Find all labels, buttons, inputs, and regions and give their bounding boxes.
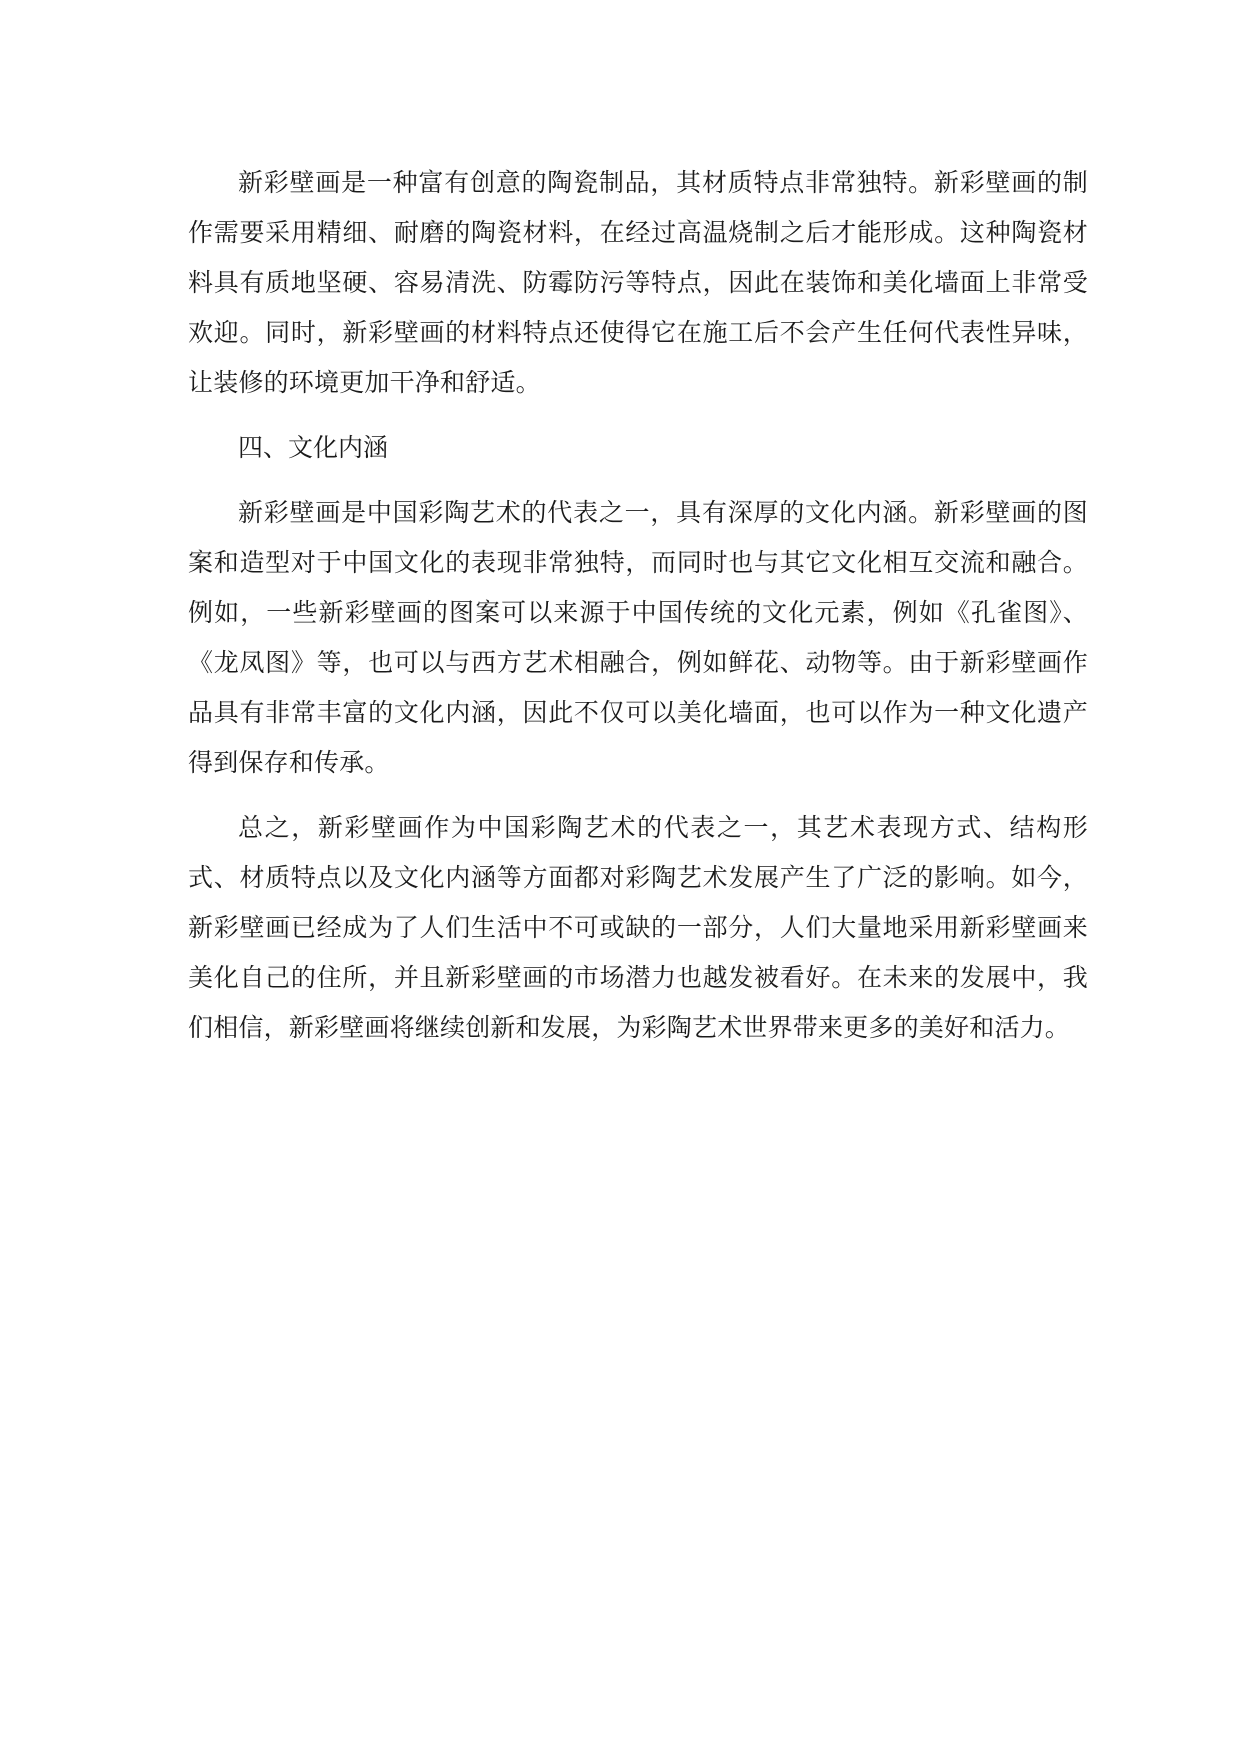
document-body	[188, 158, 1088, 1068]
paragraph-material: 新彩壁画是一种富有创意的陶瓷制品，其材质特点非常独特。新彩壁画的制作需要采用精细、耐磨的陶瓷材料，在经过高温烧制之后才能形成。这种陶瓷材料具有质地坚硬、容易清洗、防霉防污等特点，因此在装饰和美化墙面上非常受欢迎。同时，新彩壁画的材料特点还使得它在施工后不会产生任何代表性异味，让装修的环境更加干净和舒适。	[188, 168, 1088, 397]
paragraph-conclusion: 总之，新彩壁画作为中国彩陶艺术的代表之一，其艺术表现方式、结构形式、材质特点以及文化内涵等方面都对彩陶艺术发展产生了广泛的影响。如今，新彩壁画已经成为了人们生活中不可或缺的一部分，人们大量地采用新彩壁画来美化自己的住所，并且新彩壁画的市场潜力也越发被看好。在未来的发展中，我们相信，新彩壁画将继续创新和发展，为彩陶艺术世界带来更多的美好和活力。	[188, 813, 1088, 1042]
paragraph-culture: 新彩壁画是中国彩陶艺术的代表之一，具有深厚的文化内涵。新彩壁画的图案和造型对于中国文化的表现非常独特，而同时也与其它文化相互交流和融合。例如，一些新彩壁画的图案可以来源于中国传统的文化元素，例如《孔雀图》、《龙凤图》等，也可以与西方艺术相融合，例如鲜花、动物等。由于新彩壁画作品具有非常丰富的文化内涵，因此不仅可以美化墙面，也可以作为一种文化遗产得到保存和传承。	[188, 498, 1088, 777]
section-heading-culture: 四、文化内涵	[238, 433, 389, 462]
